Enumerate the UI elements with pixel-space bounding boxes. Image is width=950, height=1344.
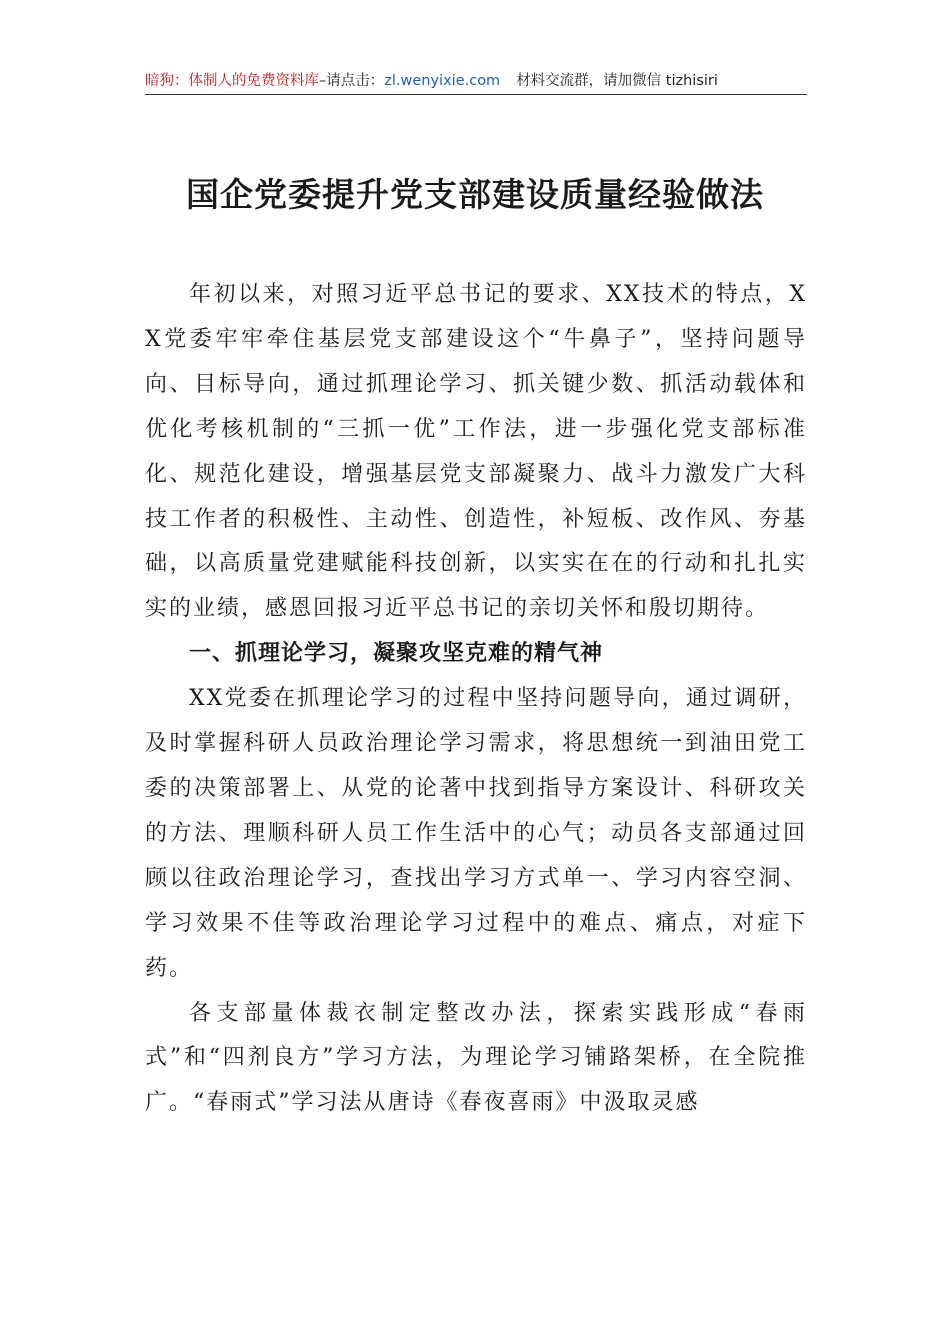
paragraph-methods: 各支部量体裁衣制定整改办法，探索实践形成“春雨式”和“四剂良方”学习方法，为理论学习铺路架桥，在全院推广。“春雨式”学习法从唐诗《春夜喜雨》中汲取灵感 [145, 1000, 807, 1116]
page-header [145, 70, 807, 95]
header-click-prompt: –请点击： [319, 73, 385, 89]
section-heading-1: 一、抓理论学习，凝聚攻坚克难的精气神 [189, 641, 604, 667]
document-body [145, 273, 807, 1126]
paragraph-theory-study: XX党委在抓理论学习的过程中坚持问题导向，通过调研，及时掌握科研人员政治理论学习需求，将思想统一到油田党工委的决策部署上、从党的论著中找到指导方案设计、科研攻关的方法、理顺科研人员工作生活中的心气；动员各支部通过回顾以往政治理论学习，查找出学习方式单一、学习内容空洞、学习效果不佳等政治理论学习过程中的难点、痛点，对症下药。 [145, 686, 807, 981]
header-group-note: 材料交流群，请加微信 tizhisiri [516, 73, 718, 89]
header-site-name: 暗狗：体制人的免费资料库 [145, 73, 319, 89]
document-title: 国企党委提升党支部建设质量经验做法 [186, 175, 764, 214]
paragraph-intro: 年初以来，对照习近平总书记的要求、XX技术的特点，XX党委牢牢牵住基层党支部建设这个“牛鼻子”，坚持问题导向、目标导向，通过抓理论学习、抓关键少数、抓活动载体和优化考核机制的“三抓一优”工作法，进一步强化党支部标准化、规范化建设，增强基层党支部凝聚力、战斗力激发广大科技工作者的积极性、主动性、创造性，补短板、改作风、夯基础，以高质量党建赋能科技创新，以实实在在的行动和扎扎实实的业绩，感恩回报习近平总书记的亲切关怀和殷切期待。 [145, 282, 807, 622]
header-url-link[interactable]: zl.wenyixie.com [384, 73, 501, 89]
